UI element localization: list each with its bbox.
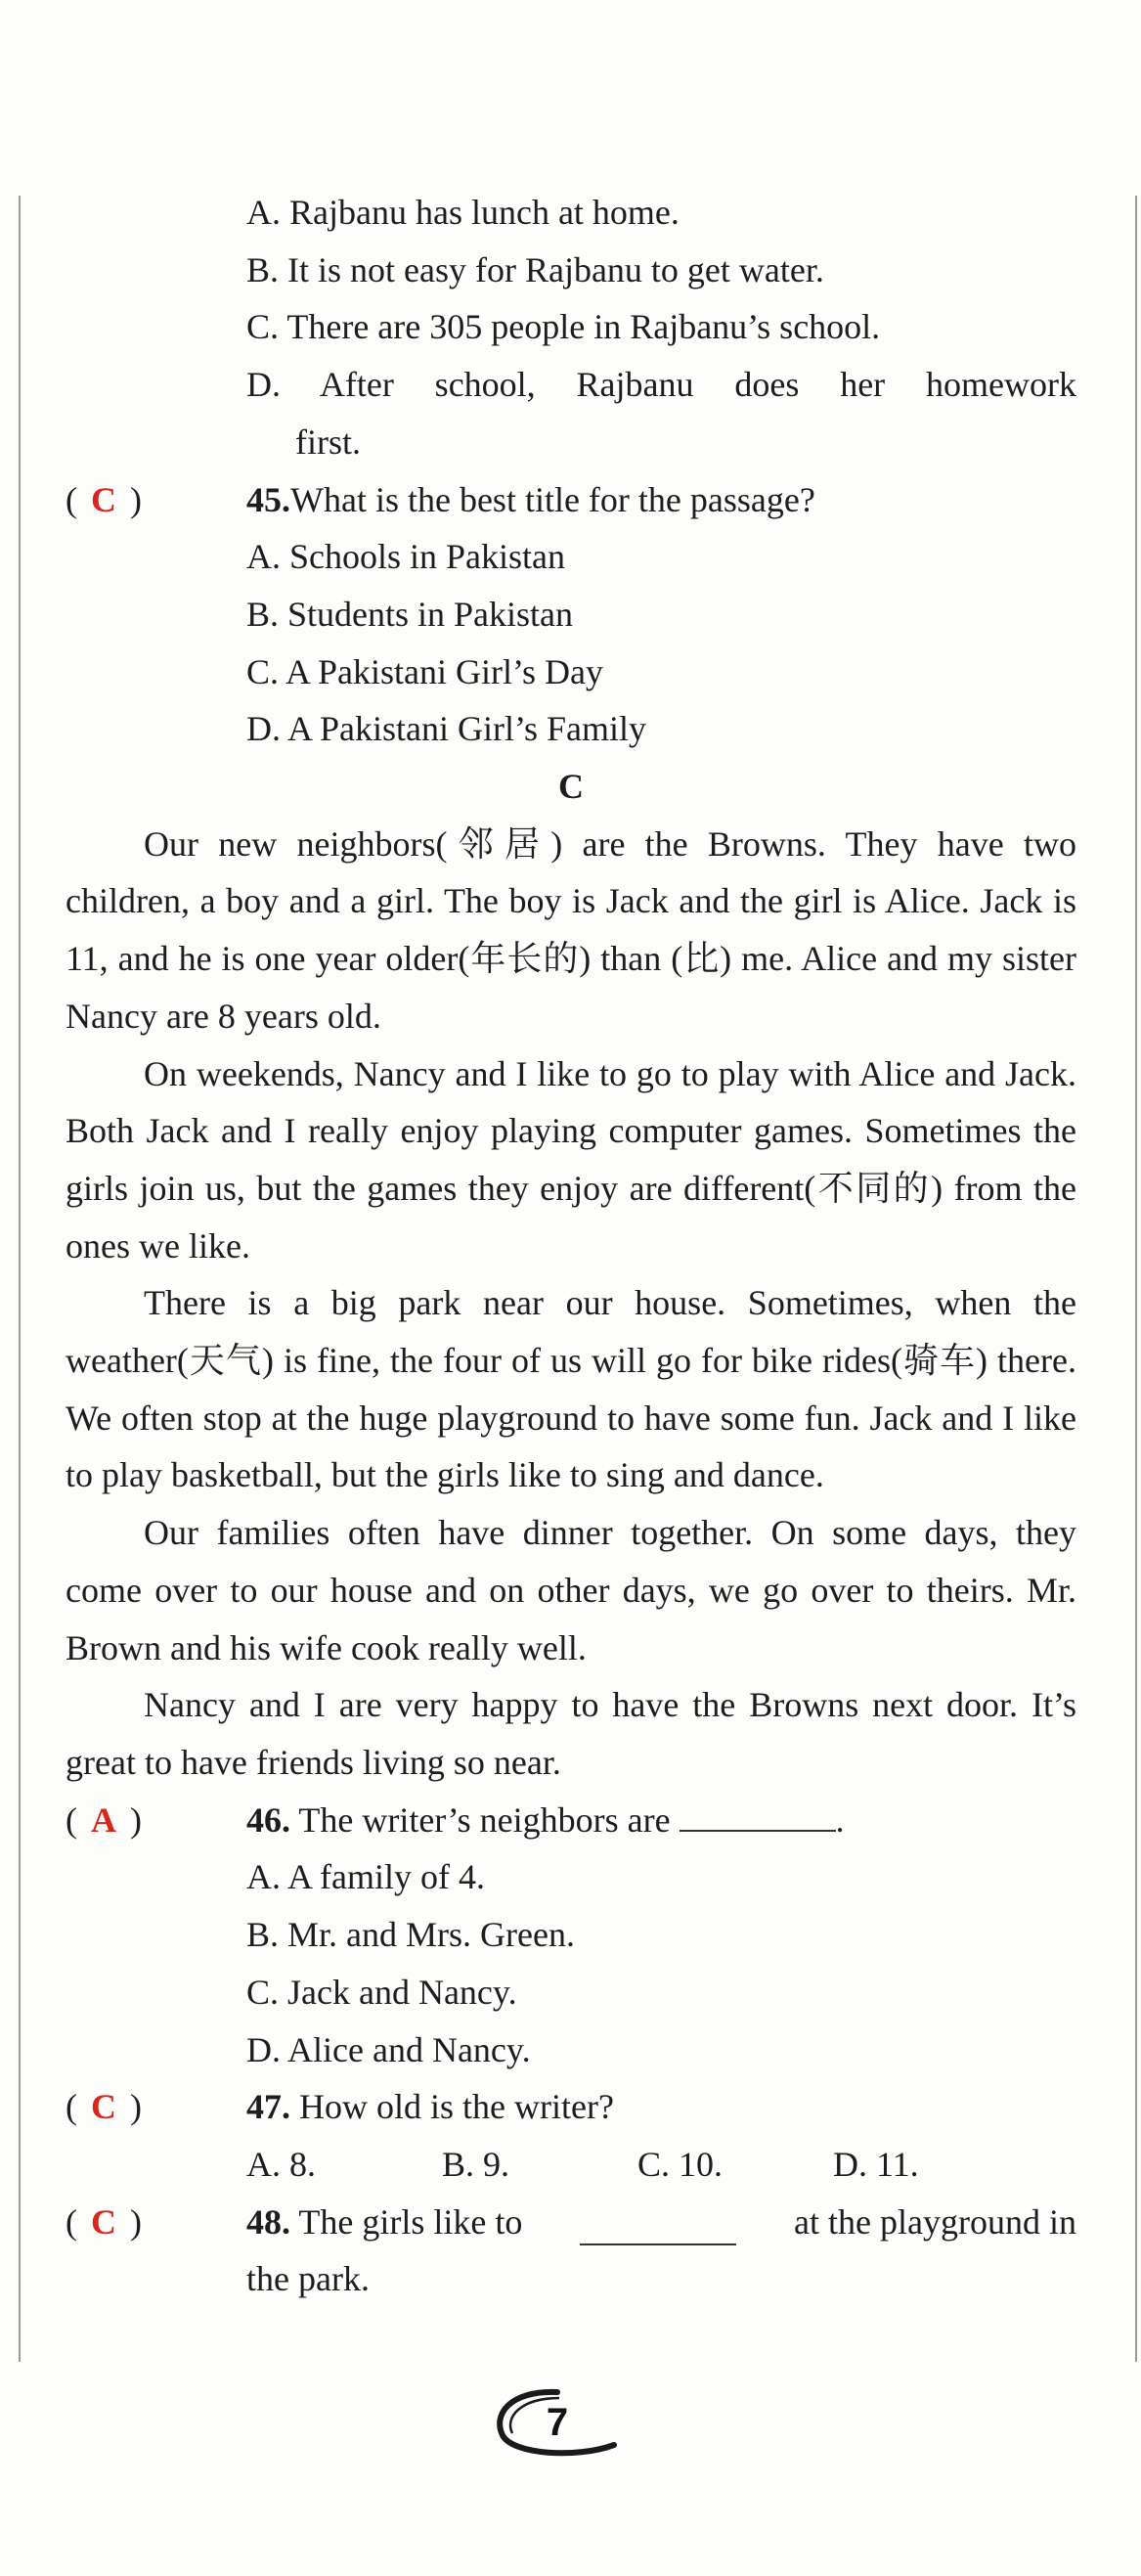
answer-48: C <box>91 2201 116 2242</box>
answer-47: C <box>91 2087 116 2127</box>
q46-option-c: C. Jack and Nancy. <box>246 1972 517 2012</box>
q44-option-c: C. There are 305 people in Rajbanu’s school. <box>246 307 881 347</box>
question-text-48: The girls like to <box>298 2201 523 2242</box>
q46-option-a: A. A family of 4. <box>246 1857 485 1897</box>
page-content <box>66 184 1076 2308</box>
fill-blank-46 <box>680 1802 836 1832</box>
q45-option-d: D. A Pakistani Girl’s Family <box>246 709 647 749</box>
passage-paragraph-5: Nancy and I are very happy to have the Browns next door. It’s great to have friends living so near. <box>66 1685 1076 1782</box>
page-number: 7 <box>546 2401 569 2444</box>
question-text-45: What is the best title for the passage? <box>290 479 815 519</box>
q46-options <box>66 1848 1076 2078</box>
passage-paragraph-2: On weekends, Nancy and I like to go to play with Alice and Jack. Both Jack and I really enjoy playing computer games. Sometimes the girls join us, but the games they enjoy are different(不同的) from the ones we like. <box>66 1053 1076 1266</box>
right-margin-rule <box>1135 196 1137 2362</box>
passage-paragraph-4: Our families often have dinner together. On some days, they come over to our house and on other days, we go over to theirs. Mr. Brown and his wife cook really well. <box>66 1513 1076 1667</box>
question-45 <box>66 471 1076 529</box>
question-number-45: 45. <box>246 479 290 519</box>
question-text-48-continued: the park. <box>246 2259 370 2299</box>
q44-option-d-continued: first. <box>295 422 361 462</box>
q44-option-b: B. It is not easy for Rajbanu to get water. <box>246 249 824 289</box>
answer-slot-46: ( A ) <box>66 1792 246 1849</box>
answer-slot-47: ( C ) <box>66 2078 246 2136</box>
q45-option-c: C. A Pakistani Girl’s Day <box>246 651 604 691</box>
q47-option-d: D. 11. <box>833 2144 919 2184</box>
q46-option-b: B. Mr. and Mrs. Green. <box>246 1915 575 1955</box>
q47-option-a: A. 8. <box>246 2144 316 2184</box>
question-47 <box>66 2078 1076 2136</box>
q45-option-a: A. Schools in Pakistan <box>246 537 566 577</box>
question-text-47: How old is the writer? <box>299 2087 614 2127</box>
question-text-48-after: at the playground in <box>794 2201 1076 2242</box>
answer-slot-48: ( C ) <box>66 2194 246 2308</box>
q47-option-b: B. 9. <box>442 2144 510 2184</box>
question-text-46: The writer’s neighbors are <box>298 1799 671 1840</box>
q45-option-b: B. Students in Pakistan <box>246 594 574 634</box>
answer-45: C <box>91 479 116 519</box>
question-48 <box>66 2194 1076 2308</box>
q47-options <box>66 2136 1076 2194</box>
q47-option-c: C. 10. <box>637 2144 724 2184</box>
q44-option-d: D. After school, Rajbanu does her homework <box>246 365 1076 405</box>
answer-slot-45: ( C ) <box>66 471 246 529</box>
passage-paragraph-1: Our new neighbors(邻居) are the Browns. They have two children, a boy and a girl. The boy is Jack and the girl is Alice. Jack is 11, and he is one year older(年长的) than (比) me. Alice and my sister Nancy are 8 years old. <box>66 823 1076 1036</box>
q44-option-a: A. Rajbanu has lunch at home. <box>246 193 680 232</box>
question-number-46: 46. <box>246 1799 290 1840</box>
passage-paragraph-3: There is a big park near our house. Sometimes, when the weather(天气) is fine, the four of us will go for bike rides(骑车) there. We often stop at the huge playground to have some fun. Jack and I like to play basketball, but the girls like to sing and dance. <box>66 1283 1076 1495</box>
left-margin-rule <box>19 196 21 2362</box>
question-number-47: 47. <box>246 2087 290 2127</box>
reading-passage <box>66 816 1076 1792</box>
q44-options <box>66 184 1076 471</box>
fill-blank-48 <box>580 2216 736 2245</box>
section-heading: C <box>558 767 584 807</box>
q45-options <box>66 528 1076 758</box>
page-number-badge <box>489 2386 626 2459</box>
question-number-48: 48. <box>246 2201 290 2242</box>
question-46: ( A ) 46. The writer’s neighbors are . <box>66 1792 1076 1849</box>
answer-46: A <box>91 1799 116 1840</box>
q46-option-d: D. Alice and Nancy. <box>246 2029 531 2069</box>
